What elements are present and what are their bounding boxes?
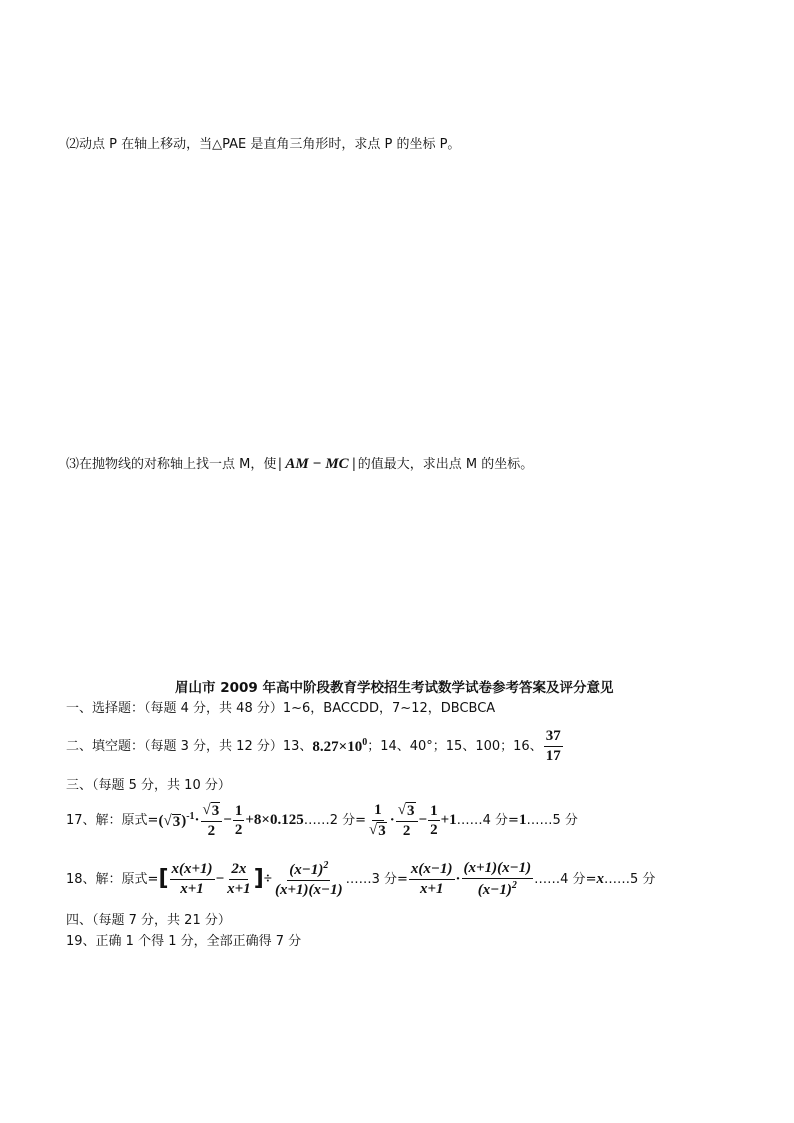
section-2-prefix: 二、填空题：（每题 3 分，共 12 分）13、 — [66, 738, 313, 754]
denominator: 2 — [402, 822, 411, 839]
equals-sign: = — [508, 813, 519, 828]
numerator: 1 — [233, 803, 245, 822]
minus-sign: − — [215, 870, 225, 887]
problem-17-result: 1 — [518, 812, 527, 828]
score-step-3: ……5 分 — [526, 813, 578, 828]
question-3-suffix: 的值最大，求出点 M 的坐标。 — [357, 457, 534, 472]
problem-19: 19、正确 1 个得 1 分，全部正确得 7 分 — [66, 934, 302, 949]
multiply-dot: · — [389, 812, 395, 828]
answer-key-title: 眉山市 2009 年高中阶段教育学校招生考试数学试卷参考答案及评分意见 — [175, 680, 614, 696]
numerator: (x+1)(x−1) — [462, 860, 534, 879]
denominator: (x−1) — [477, 881, 512, 898]
equals-sign: = — [355, 813, 367, 828]
paren-close: ) — [181, 812, 187, 829]
section-2-middle: ；14、40°；15、100；16、 — [367, 738, 543, 754]
radicand: 3 — [407, 803, 415, 819]
question-3 — [66, 457, 533, 472]
numerator: 1 — [372, 802, 384, 821]
fraction-sqrt3-over-2 — [201, 802, 223, 839]
answer-13-exponent: 0 — [362, 736, 368, 748]
multiply-dot: · — [194, 812, 200, 828]
score-step-2: ……4 分 — [534, 871, 586, 887]
fraction-d — [409, 861, 455, 897]
numerator: 1 — [428, 803, 440, 822]
score-step-1: ……3 分 — [345, 871, 398, 887]
numerator: (x−1) — [289, 862, 324, 878]
answer-13-base: 8.27×10 — [312, 738, 363, 755]
problem-17-lead: 17、解：原式 — [66, 813, 148, 828]
fraction-1-over-2 — [233, 803, 245, 839]
section-3-heading: 三、（每题 5 分，共 10 分） — [66, 778, 231, 793]
score-step-3: ……5 分 — [603, 871, 656, 887]
radicand: 3 — [211, 803, 220, 819]
right-bracket: ] — [253, 866, 264, 891]
radicand: 3 — [378, 822, 386, 839]
minus-sign: − — [223, 812, 232, 828]
fraction-c — [273, 860, 345, 898]
numerator: 2x — [229, 861, 248, 880]
section-1-multiple-choice: 一、选择题：（每题 4 分，共 48 分）1~6，BACCDD，7~12，DBCBCA — [66, 701, 496, 716]
problem-18-result: x — [596, 870, 604, 887]
sqrt-3: √ 3 — [163, 812, 181, 830]
fraction-b — [225, 861, 253, 897]
plus-one: +1 — [440, 812, 457, 828]
fraction-e — [462, 860, 534, 898]
question-2: ⑵动点 P 在轴上移动，当△PAE 是直角三角形时，求点 P 的坐标 P。 — [66, 137, 461, 152]
denominator: 2 — [207, 822, 216, 839]
score-step-1: ……2 分 — [303, 813, 356, 828]
denominator: x+1 — [419, 880, 444, 897]
fraction-1-over-2 — [428, 803, 440, 839]
radicand: 3 — [172, 813, 181, 830]
problem-17 — [66, 802, 578, 839]
equals-sign: = — [147, 813, 159, 828]
denominator: 2 — [234, 822, 243, 838]
answer-16-numerator: 37 — [544, 728, 563, 747]
section-2-fill-in — [66, 728, 564, 764]
denominator: x+1 — [227, 880, 251, 897]
left-bracket: [ — [158, 866, 169, 891]
divide-sign: ÷ — [263, 870, 272, 887]
sqrt: √ 3 — [369, 821, 386, 839]
denominator: (x+1)(x−1) — [274, 881, 343, 898]
equals-sign: = — [147, 871, 159, 887]
denominator: 2 — [430, 822, 438, 838]
sqrt: √ 3 — [397, 802, 415, 819]
score-step-2: ……4 分 — [456, 813, 509, 828]
equals-sign: = — [397, 871, 408, 887]
denominator: x+1 — [180, 880, 204, 897]
question-3-expression: | AM − MC | — [278, 456, 356, 472]
numerator: x(x+1) — [170, 861, 215, 880]
section-4-heading: 四、（每题 7 分，共 21 分） — [66, 913, 231, 928]
plus-term: +8×0.125 — [245, 812, 304, 828]
answer-16-denominator: 17 — [545, 747, 561, 764]
answer-16-fraction — [544, 728, 563, 764]
equals-sign: = — [585, 871, 597, 887]
answer-13 — [312, 738, 367, 755]
fraction-a — [170, 861, 215, 897]
problem-18-lead: 18、解：原式 — [66, 871, 148, 887]
numerator: x(x−1) — [409, 861, 455, 880]
problem-18 — [66, 860, 655, 898]
minus-sign: − — [418, 812, 428, 828]
multiply-dot: · — [455, 870, 461, 887]
fraction-1-over-sqrt3 — [367, 802, 389, 839]
exponent: 2 — [323, 860, 329, 871]
problem-17-term1 — [158, 812, 194, 830]
sqrt: √ 3 — [202, 802, 220, 819]
fraction-sqrt3-over-2 — [396, 802, 418, 839]
paren-open: ( — [158, 812, 164, 829]
question-3-prefix: ⑶在抛物线的对称轴上找一点 M，使 — [66, 457, 277, 472]
exponent: 2 — [511, 879, 517, 891]
exponent: -1 — [186, 810, 195, 822]
